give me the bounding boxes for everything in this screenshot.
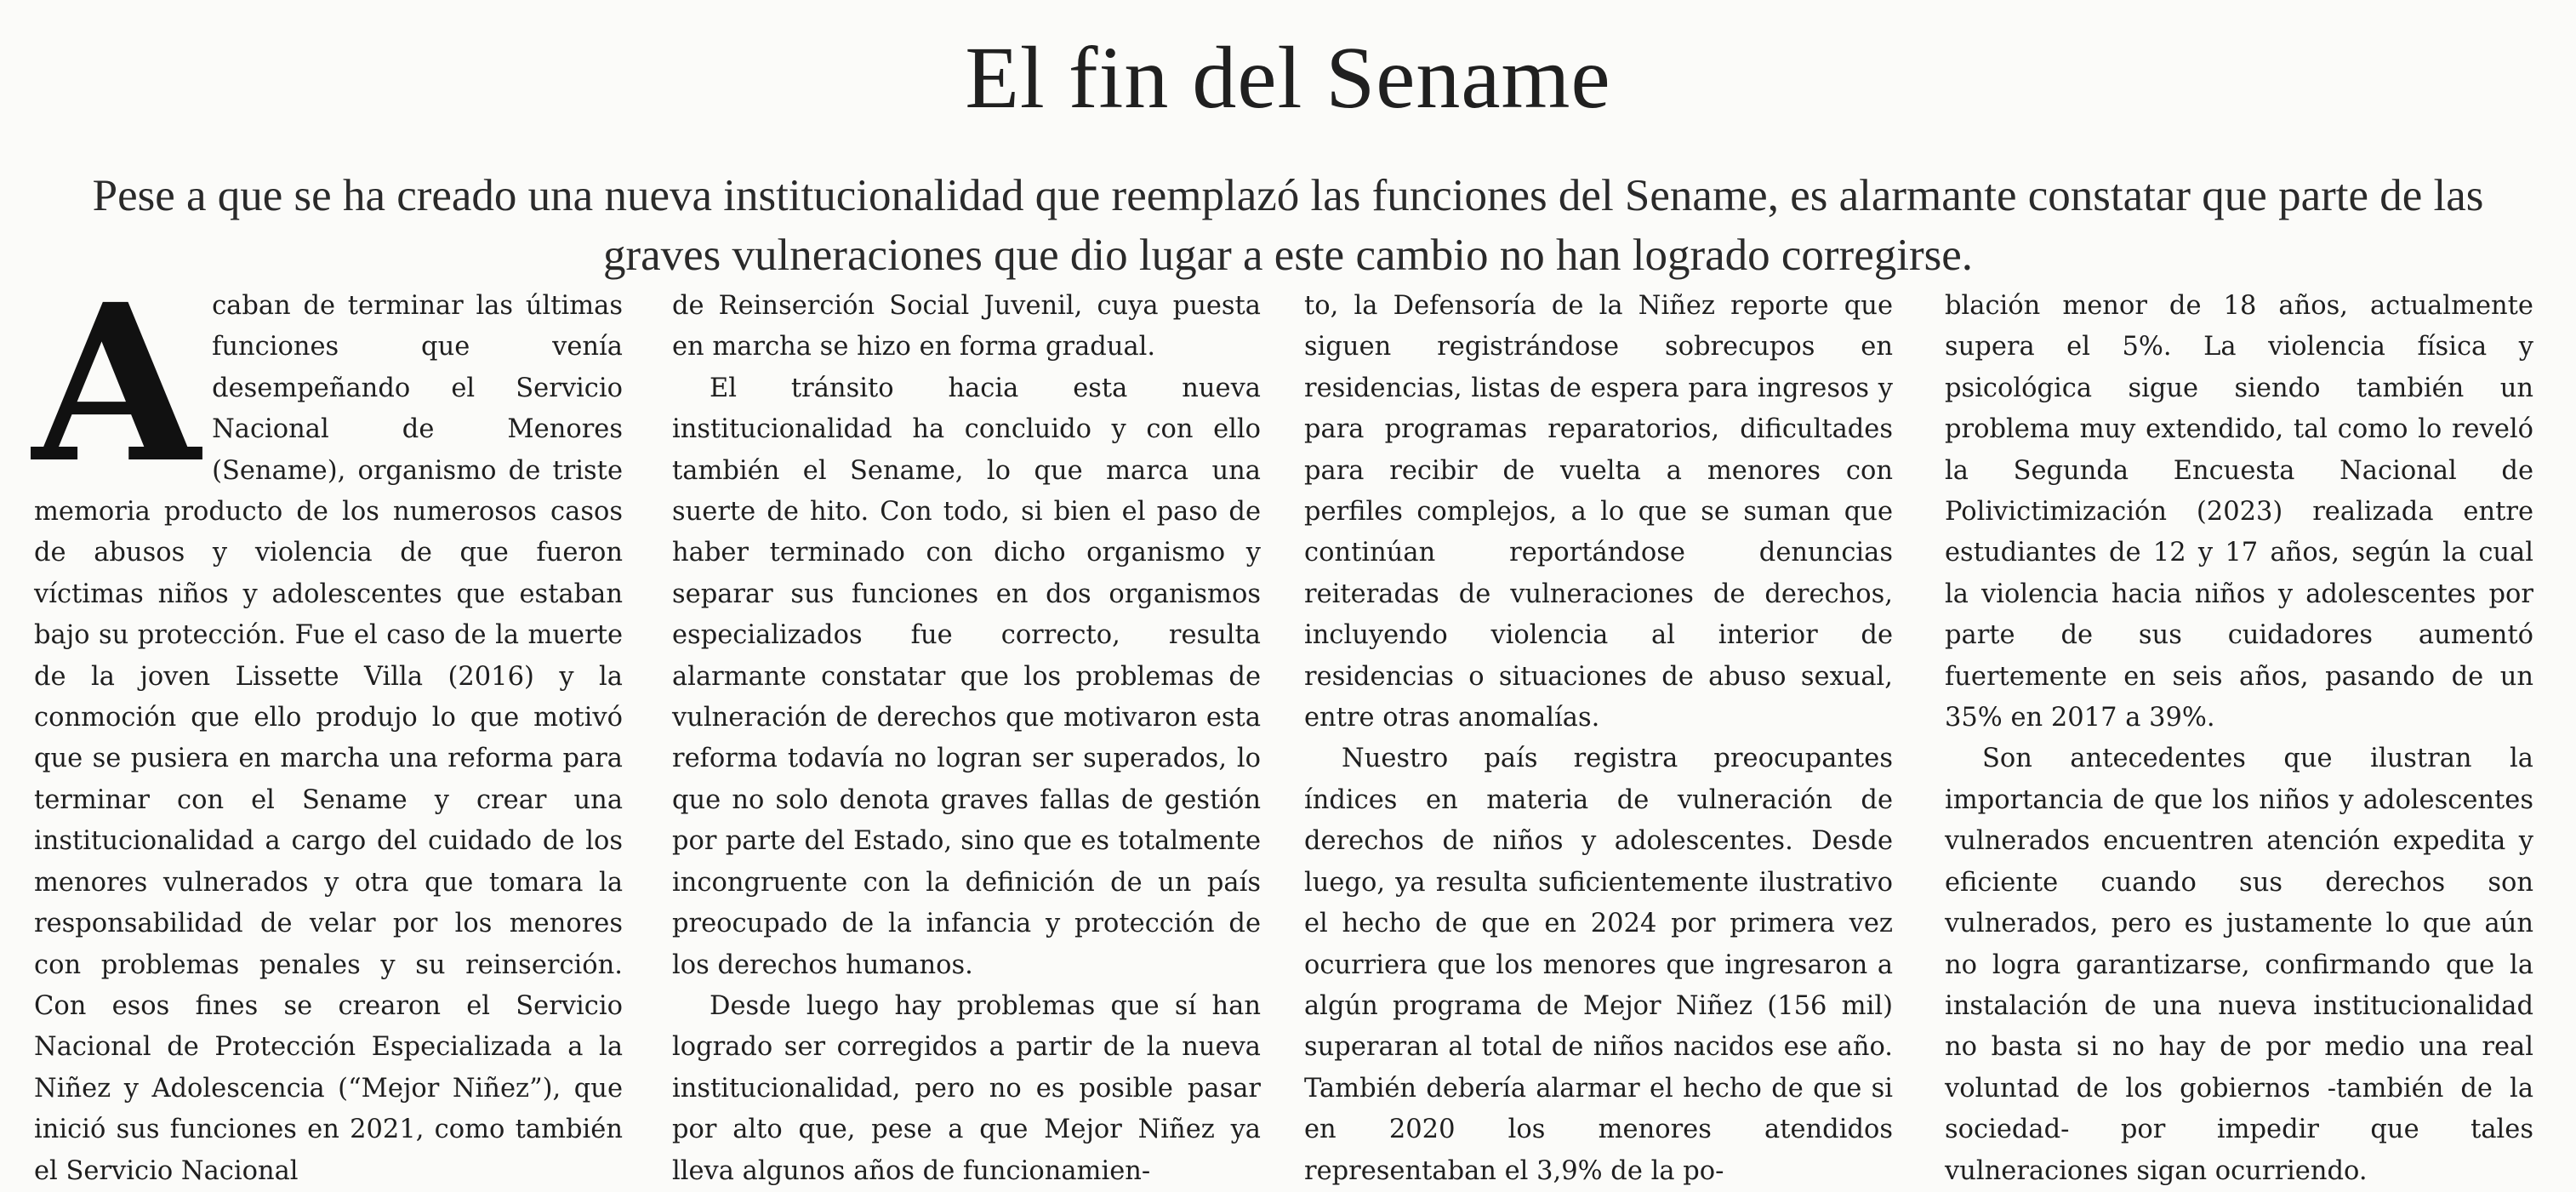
article-column-2 <box>672 286 1261 1186</box>
deck-subheadline: Pese a que se ha creado una nueva institucionalidad que reemplazó las funciones del Sename, es alarmante constatar que parte de las graves vulneraciones que dio lugar a este cambio no han logrado corregirse. <box>92 171 2484 280</box>
body-paragraph <box>32 257 623 1192</box>
article-column-1 <box>32 257 623 1186</box>
headline: El fin del Sename <box>965 29 1611 127</box>
body-paragraph: blación menor de 18 años, actualmente supera el 5%. La violencia física y psicológica sigue siendo también un problema muy extendido, tal como lo reveló la Segunda Encuesta Nacional de Polivictimización (2023) realizada entre estudiantes de 12 y 17 años, según la cual la violencia hacia niños y adolescentes por parte de sus cuidadores aumentó fuertemente en seis años, pasando de un 35% en 2017 a 39%. <box>1945 291 2533 733</box>
article-column-3 <box>1304 286 1893 1186</box>
article-column-4 <box>1945 286 2533 1186</box>
body-paragraph: Nuestro país registra preocupantes índices en materia de vulneración de derechos de niños y adolescentes. Desde luego, ya resulta suficientemente ilustrativo el hecho de que en 2024 por primera vez ocurriera que los menores que ingresaron a algún programa de Mejor Niñez (156 mil) superaran al total de niños nacidos ese año. También debería alarmar el hecho de que si en 2020 los menores atendidos representaban el 3,9% de la po- <box>1304 744 1893 1186</box>
paragraph-text: caban de terminar las últimas funciones que venía desempeñando el Servicio Nacional de Menores (Sename), organismo de triste memoria producto de los numerosos casos de abusos y violencia de que fueron víctimas niños y adolescentes que estaban bajo su protección. Fue el caso de la muerte de la joven Lissette Villa (2016) y la conmoción que ello produjo lo que motivó que se pusiera en marcha una reforma para terminar con el Sename y crear una institucionalidad a cargo del cuidado de los menores vulnerados y otra que tomara la responsabilidad de velar por los menores con problemas penales y su reinserción. Con esos fines se crearon el Servicio Nacional de Protección Especializada a la Niñez y Adolescencia (“Mejor Niñez”), que inició sus funciones en 2021, como también el Servicio Nacional <box>34 291 623 1186</box>
body-paragraph: El tránsito hacia esta nueva institucionalidad ha concluido y con ello también el Sename, lo que marca una suerte de hito. Con todo, si bien el paso de haber terminado con dicho organismo y separar sus funciones en dos organismos especializados fue correcto, resulta alarmante constatar que los problemas de vulneración de derechos que motivaron esta reforma todavía no logran ser superados, lo que no solo denota graves fallas de gestión por parte del Estado, sino que es totalmente incongruente con la definición de un país preocupado de la infancia y protección de los derechos humanos. <box>672 373 1261 980</box>
drop-cap: A <box>32 257 201 510</box>
body-paragraph: de Reinserción Social Juvenil, cuya puesta en marcha se hizo en forma gradual. <box>672 291 1261 362</box>
body-paragraph: Desde luego hay problemas que sí han logrado ser corregidos a partir de la nueva institucionalidad, pero no es posible pasar por alto que, pese a que Mejor Niñez ya lleva algunos años de funcionamien- <box>672 990 1261 1186</box>
body-paragraph: Son antecedentes que ilustran la importancia de que los niños y adolescentes vulnerados encuentren atención expedita y eficiente cuando sus derechos son vulnerados, pero es justamente lo que aún no logra garantizarse, confirmando que la instalación de una nueva institucionalidad no basta si no hay de por medio una real voluntad de los gobiernos -también de la sociedad- por impedir que tales vulneraciones sigan ocurriendo. <box>1945 744 2533 1186</box>
body-paragraph: to, la Defensoría de la Niñez reporte que siguen registrándose sobrecupos en residencias, listas de espera para ingresos y para programas reparatorios, dificultades para recibir de vuelta a menores con perfiles complejos, a lo que se suman que continúan reportándose denuncias reiteradas de vulneraciones de derechos, incluyendo violencia al interior de residencias o situaciones de abuso sexual, entre otras anomalías. <box>1304 291 1893 733</box>
